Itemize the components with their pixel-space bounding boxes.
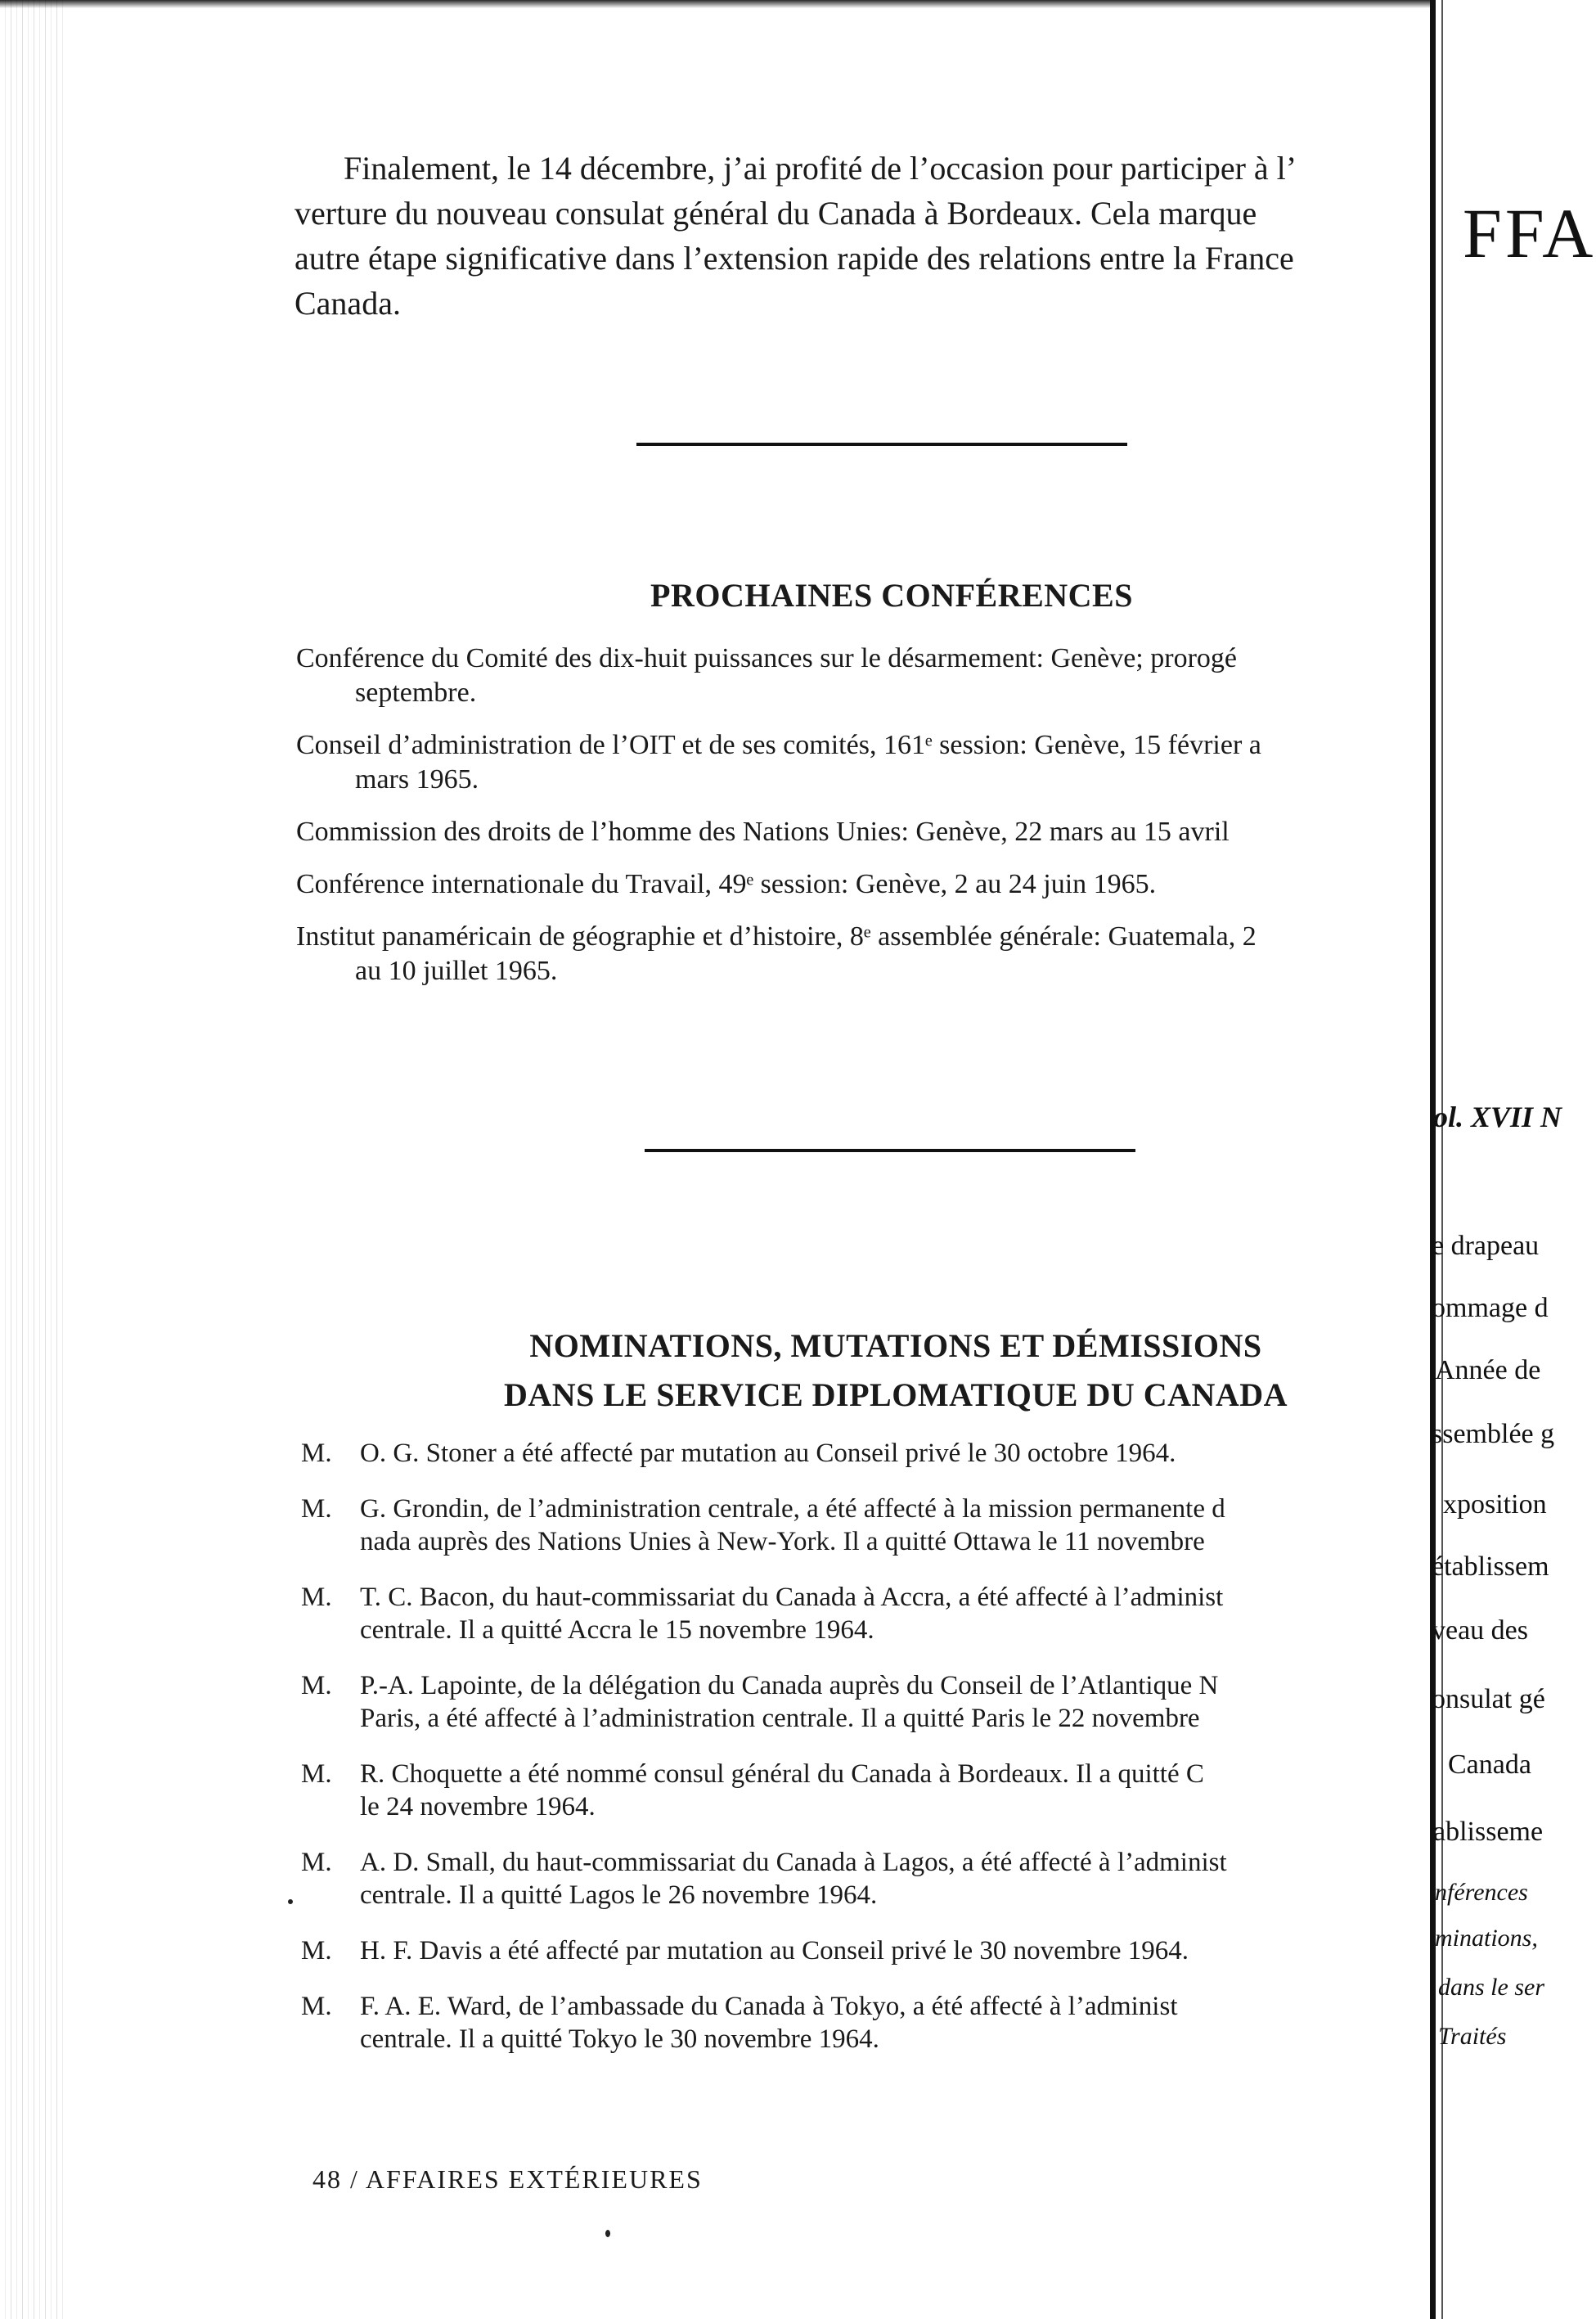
toc-fragment: ssemblée g bbox=[1432, 1419, 1555, 1449]
nomination-line: O. G. Stoner a été affecté par mutation au Conseil privé le 30 octobre 1964. bbox=[360, 1439, 1176, 1468]
nomination-continuation: centrale. Il a quitté Accra le 15 novembre 1964. bbox=[360, 1615, 874, 1645]
nomination-continuation: Paris, a été affecté à l’administration centrale. Il a quitté Paris le 22 novembre bbox=[360, 1704, 1200, 1733]
toc-fragment: ommage d bbox=[1432, 1293, 1549, 1323]
list-item bbox=[296, 920, 1425, 988]
toc-fragment: établissem bbox=[1432, 1551, 1549, 1582]
nomination-line: A. D. Small, du haut-commissariat du Canada à Lagos, a été affecté à l’administ bbox=[360, 1848, 1227, 1877]
adjacent-page-strip bbox=[1430, 0, 1596, 2319]
conference-line: Conférence du Comité des dix-huit puissances sur le désarmement: Genève; prorogé bbox=[296, 643, 1237, 673]
list-item bbox=[301, 1669, 1430, 1735]
conferences-heading: PROCHAINES CONFÉRENCES bbox=[650, 577, 1133, 614]
nomination-continuation: centrale. Il a quitté Lagos le 26 novembre 1964. bbox=[360, 1880, 878, 1910]
honorific: M. bbox=[301, 1992, 332, 2021]
list-item bbox=[296, 728, 1425, 797]
nominations-heading bbox=[425, 1322, 1366, 1420]
toc-fragment: Canada bbox=[1448, 1749, 1531, 1780]
conference-line: Institut panaméricain de géographie et d’histoire, 8ᵉ assemblée générale: Guatemala, 2 bbox=[296, 921, 1257, 952]
toc-fragment: ablisseme bbox=[1433, 1817, 1544, 1847]
honorific: M. bbox=[301, 1671, 332, 1700]
conference-continuation: mars 1965. bbox=[355, 764, 479, 795]
toc-fragment-italic: nférences bbox=[1435, 1879, 1528, 1906]
list-item bbox=[301, 1934, 1430, 1967]
toc-fragment: onsulat gé bbox=[1432, 1684, 1545, 1714]
page-gutter-line bbox=[1430, 0, 1436, 2319]
honorific: M. bbox=[301, 1936, 332, 1966]
scan-top-edge bbox=[0, 0, 1579, 8]
nomination-line: H. F. Davis a été affecté par mutation au Conseil privé le 30 novembre 1964. bbox=[360, 1936, 1189, 1966]
list-item bbox=[301, 1990, 1430, 2056]
intro-line: Canada. bbox=[294, 285, 401, 322]
toc-fragment: Année de bbox=[1435, 1355, 1541, 1385]
list-item bbox=[301, 1758, 1430, 1823]
intro-line: autre étape significative dans l’extension rapide des relations entre la France bbox=[294, 240, 1294, 277]
nomination-line: F. A. E. Ward, de l’ambassade du Canada à Tokyo, a été affecté à l’administ bbox=[360, 1992, 1178, 2021]
page-number: 48 bbox=[312, 2164, 342, 2194]
nomination-line: G. Grondin, de l’administration centrale, a été affecté à la mission permanente d bbox=[360, 1494, 1225, 1524]
list-item bbox=[296, 642, 1425, 710]
list-item bbox=[296, 867, 1425, 902]
list-item bbox=[301, 1437, 1430, 1470]
nomination-continuation: centrale. Il a quitté Tokyo le 30 novembre 1964. bbox=[360, 2024, 879, 2054]
nominations-heading-line: DANS LE SERVICE DIPLOMATIQUE DU CANADA bbox=[503, 1376, 1288, 1413]
scan-binding-edge bbox=[0, 0, 65, 2319]
list-item bbox=[301, 1846, 1430, 1911]
toc-fragment-italic: minations, bbox=[1435, 1925, 1538, 1952]
intro-line: verture du nouveau consulat général du Canada à Bordeaux. Cela marque bbox=[294, 195, 1257, 232]
nomination-line: R. Choquette a été nommé consul général du Canada à Bordeaux. Il a quitté C bbox=[360, 1759, 1204, 1789]
toc-fragment: xposition bbox=[1443, 1489, 1547, 1520]
toc-fragment: veau des bbox=[1432, 1615, 1529, 1646]
list-item bbox=[301, 1581, 1430, 1646]
honorific: M. bbox=[301, 1759, 332, 1789]
nominations-list bbox=[301, 1437, 1430, 2078]
conference-line: Conseil d’administration de l’OIT et de ses comités, 161ᵉ session: Genève, 15 février a bbox=[296, 730, 1261, 760]
scan-speck bbox=[288, 1899, 293, 1904]
nomination-line: T. C. Bacon, du haut-commissariat du Canada à Accra, a été affecté à l’administ bbox=[360, 1583, 1224, 1612]
intro-paragraph bbox=[294, 146, 1423, 326]
toc-fragment-italic: dans le ser bbox=[1438, 1974, 1544, 2001]
nominations-heading-line: NOMINATIONS, MUTATIONS ET DÉMISSIONS bbox=[529, 1327, 1262, 1364]
honorific: M. bbox=[301, 1848, 332, 1877]
nomination-continuation: le 24 novembre 1964. bbox=[360, 1792, 596, 1821]
honorific: M. bbox=[301, 1494, 332, 1524]
page-gutter-line bbox=[1441, 0, 1443, 2319]
footer-separator: / bbox=[350, 2164, 357, 2194]
section-divider bbox=[636, 443, 1127, 446]
scan-speck bbox=[605, 2230, 610, 2237]
toc-fragment: e drapeau bbox=[1432, 1231, 1540, 1261]
list-item bbox=[301, 1493, 1430, 1558]
volume-fragment: ol. XVII N bbox=[1433, 1101, 1562, 1133]
section-divider bbox=[645, 1149, 1135, 1152]
conference-line: Commission des droits de l’homme des Nations Unies: Genève, 22 mars au 15 avril bbox=[296, 817, 1230, 847]
conference-line: Conférence internationale du Travail, 49ᵉ session: Genève, 2 au 24 juin 1965. bbox=[296, 869, 1157, 899]
nomination-line: P.-A. Lapointe, de la délégation du Canada auprès du Conseil de l’Atlantique N bbox=[360, 1671, 1219, 1700]
conference-continuation: septembre. bbox=[355, 678, 477, 708]
conferences-list bbox=[296, 642, 1425, 1006]
list-item bbox=[296, 815, 1425, 849]
honorific: M. bbox=[301, 1583, 332, 1612]
masthead-fragment: FFA bbox=[1463, 194, 1596, 272]
intro-line: Finalement, le 14 décembre, j’ai profité de l’occasion pour participer à l’ bbox=[344, 150, 1297, 187]
publication-name: AFFAIRES EXTÉRIEURES bbox=[365, 2164, 703, 2194]
toc-fragment-italic: Traités bbox=[1438, 2023, 1507, 2050]
page-footer bbox=[312, 2164, 703, 2195]
conference-continuation: au 10 juillet 1965. bbox=[355, 956, 558, 986]
nomination-continuation: nada auprès des Nations Unies à New-York. Il a quitté Ottawa le 11 novembre bbox=[360, 1527, 1205, 1556]
honorific: M. bbox=[301, 1439, 332, 1468]
